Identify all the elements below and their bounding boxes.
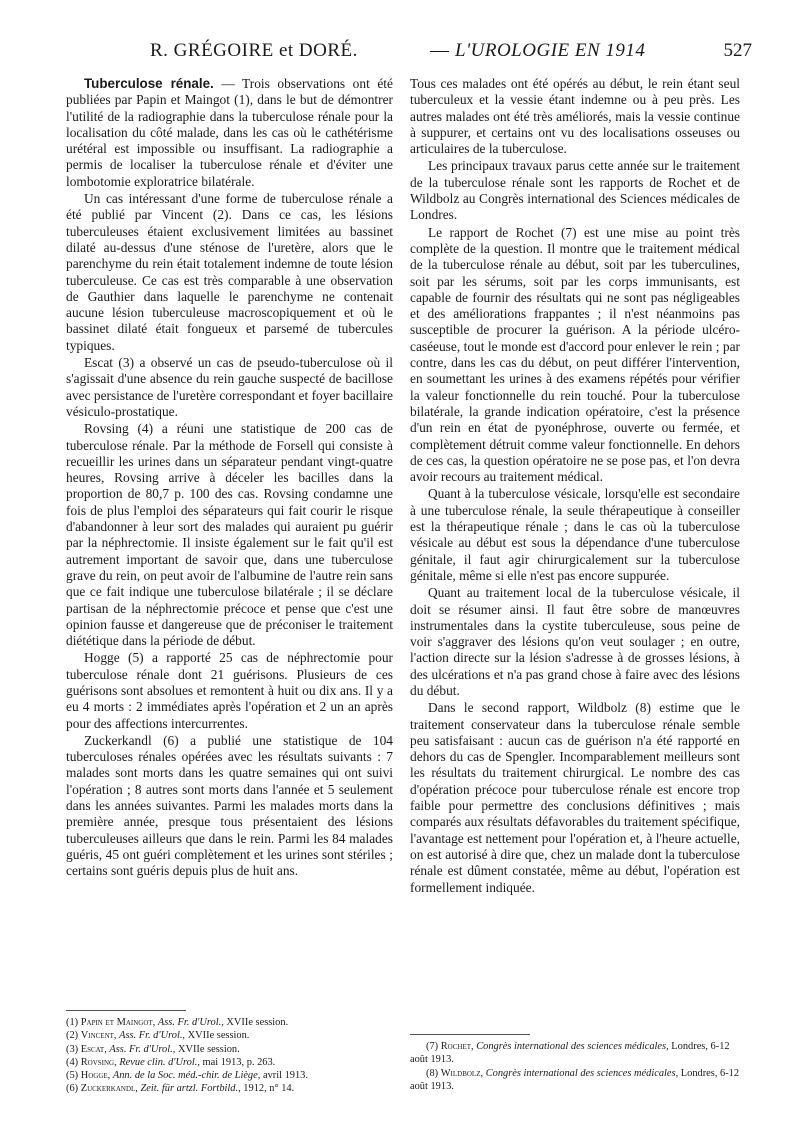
footnote-author: Rovsing, <box>80 1056 117 1068</box>
paragraph-rochet: Le rapport de Rochet (7) est une mise au point très complète de la question. Il montre que le traitement médical de la tuberculose rénale au début, soit par les tuberculines, soit par les sérums, soit par les corps immunisants, est capable de fournir des résultats qui ne sont pas négligeables et des améliorations frappantes ; il n'est néanmoins pas susceptible de procurer la guérison. A la période ulcéro-caséeuse, tout le monde est d'accord pour enlever le rein ; par contre, dans les cas du début, on peut différer l'intervention, en soumettant les urines à des examens répétés pour vérifier la valeur fonctionnelle du rein touché. Pour la tuberculose bilatérale, la grande indication opératoire, c'est la présence d'un rein en état de pyonéphrose, ouverte ou fermée, et complètement détruit comme valeur fonctionnelle. En dehors de ces cas, la question opératoire ne se pose pas, et l'on devra avoir recours au traitement médical. <box>410 224 740 485</box>
footnote-number: (2) <box>66 1030 79 1042</box>
footnote-detail: Londres, 6-12 août 1913. <box>410 1067 740 1092</box>
running-head-dash: — <box>430 40 449 61</box>
footnote-source: Ass. Fr. d'Urol., <box>157 1017 224 1028</box>
running-head-authors: R. GRÉGOIRE et DORÉ. <box>150 40 358 61</box>
footnote-detail: XVIIe session. <box>177 1043 240 1055</box>
footnote <box>66 1043 393 1056</box>
footnote-number: (7) <box>426 1041 439 1052</box>
footnote-source: Ass. Fr. d'Urol., <box>119 1030 186 1042</box>
footnote-author: Zuckerkandl, <box>80 1083 138 1095</box>
paragraph-papin-maingot <box>66 76 393 190</box>
footnote-number: (6) <box>66 1083 79 1095</box>
footnotes-left <box>66 1016 393 1096</box>
footnote-number: (8) <box>426 1067 439 1079</box>
footnote-author: Escat, <box>80 1043 107 1055</box>
footnote-source: Ann. de la Soc. méd.-chir. de Liège, <box>112 1070 261 1082</box>
left-column <box>66 76 393 881</box>
footnote-number: (1) <box>66 1017 79 1028</box>
footnote-rule-right <box>410 1034 530 1035</box>
footnote-source: Zeit. für artzl. Fortbild., <box>140 1083 241 1095</box>
page-number: 527 <box>723 40 752 61</box>
footnote-detail: 1912, n° 14. <box>243 1083 295 1095</box>
footnote-detail: Londres, 6-12 août 1913. <box>410 1041 730 1066</box>
footnote-number: (3) <box>66 1043 79 1055</box>
right-column <box>410 76 740 897</box>
footnote-author: Hogge, <box>80 1070 111 1082</box>
footnote-source: Congrès international des sciences médicales, <box>485 1067 679 1079</box>
footnote-detail: XVIIe session. <box>187 1030 250 1042</box>
footnote-author: Papin et Maingot, <box>80 1017 156 1028</box>
paragraph-continuation: Tous ces malades ont été opérés au début, le rein étant seul tuberculeux et la vessie étant indemne ou à peu près. Les autres malades ont été très améliorés, mais la vessie continue à suppurer, et certains ont vu des localisations osseuses ou articulaires de la tuberculose. <box>410 76 740 157</box>
footnote <box>66 1069 393 1082</box>
footnote-source: Ass. Fr. d'Urol., <box>109 1043 176 1055</box>
footnote-author: Vincent, <box>80 1030 117 1042</box>
paragraph-traitement-local: Quant au traitement local de la tuberculose vésicale, il doit se résumer ainsi. Il faut être sobre de manœuvres instrumentales dans la cystite tuberculeuse, sous peine de voir s'aggraver des lésions qu'on veut soulager ; en outre, l'action directe sur la lésion s'adresse à de grosses lésions, à des ulcérations et n'a pas grand chose à faire avec des lésions du début. <box>410 585 740 698</box>
section-title: Tuberculose rénale. <box>84 76 214 91</box>
paragraph-rovsing: Rovsing (4) a réuni une statistique de 200 cas de tuberculose rénale. Par la méthode de Forsell qui consiste à recueillir les urines dans un séparateur pendant vingt-quatre heures, Rovsing arrive à déceler les bacilles dans la proportion de 80,7 p. 100 des cas. Rovsing condamne une fois de plus l'emploi des séparateurs qui fait courir le risque d'abandonner à leur sort des malades qui auraient pu guérir par la néphrectomie. Il insiste également sur le fait qu'il est autrement important de savoir que, dans une tuberculose grave du rein, on peut avoir de l'albumine de l'autre rein sans que ce fait indique une tuberculose bilatérale ; il se déclare partisan de la néphrectomie précoce et pense que c'est une opinion fausse et dangereuse que de préconiser le traitement diététique dans la période de début. <box>66 421 393 649</box>
running-head-journal: L'UROLOGIE EN 1914 <box>455 40 646 61</box>
footnote-source: Revue clin. d'Urol., <box>119 1056 200 1068</box>
paragraph-text: — Trois observations ont été publiées par Papin et Maingot (1), dans le but de démontrer l'utilité de la radiographie dans la tuberculose rénale pour la localisation du côté malade, dans les cas où le cathétérisme urétéral est impossible ou insuffisant. La radiographie a permis de localiser la tuberculose rénale et d'éviter une lombotomie exploratrice bilatérale. <box>66 76 393 189</box>
footnote <box>410 1067 740 1094</box>
footnote <box>66 1029 393 1042</box>
footnote-detail: avril 1913. <box>262 1070 308 1082</box>
footnote <box>66 1056 393 1069</box>
footnotes-right <box>410 1040 740 1093</box>
running-head <box>0 40 800 70</box>
footnote <box>410 1040 740 1067</box>
paragraph-rapports: Les principaux travaux parus cette année sur le traitement de la tuberculose rénale sont les rapports de Rochet et de Wildbolz au Congrès international des Sciences médicales de Londres. <box>410 158 740 223</box>
footnote-rule-left <box>66 1010 186 1011</box>
footnote-source: Congrès international des sciences médicales, <box>476 1041 669 1052</box>
paragraph-vincent: Un cas intéressant d'une forme de tuberculose rénale a été publié par Vincent (2). Dans ce cas, les lésions tuberculeuses étaient exclusivement limitées au bassinet dilaté au-dessus d'une sténose de l'uretère, alors que le parenchyme du rein était totalement indemne de toute lésion tuberculeuse. Ce cas est très comparable à une observation de Gauthier dans laquelle le parenchyme ne contenait aucune lésion tuberculeuse macroscopiquement et où le bassinet dilaté était fongueux et parsemé de tubercules typiques. <box>66 191 393 353</box>
footnote-number: (4) <box>66 1056 79 1068</box>
footnote-detail: mai 1913, p. 263. <box>202 1056 276 1068</box>
paragraph-tuberculose-vesicale: Quant à la tuberculose vésicale, lorsqu'elle est secondaire à une tuberculose rénale, la seule thérapeutique à conseiller est la thérapeutique rénale ; dans le cas où la tuberculose vésicale au début est sous la dépendance d'une tuberculose génitale, il faut agir chirurgicalement sur la tuberculose génitale, même si elle n'est pas encore suppurée. <box>410 486 740 583</box>
paragraph-hogge: Hogge (5) a rapporté 25 cas de néphrectomie pour tuberculose rénale dont 21 guérisons. Plusieurs de ces guérisons sont absolues et remontent à huit ou dix ans. Il y a eu 4 morts : 2 immédiates après l'opération et 2 un an après pour des affections intercurrentes. <box>66 650 393 731</box>
footnote-author: Rochet, <box>440 1041 474 1052</box>
footnote-number: (5) <box>66 1070 79 1082</box>
footnote <box>66 1016 393 1029</box>
footnote-author: Wildbolz, <box>440 1067 484 1079</box>
paragraph-wildbolz: Dans le second rapport, Wildbolz (8) estime que le traitement conservateur dans la tuberculose rénale semble peu satisfaisant : aucun cas de guérison n'a été rapporté en dehors du cas de Spengler. Incomparablement meilleurs sont les résultats du traitement chirurgical. Le nombre des cas d'opération précoce pour tuberculose rénale est encore trop faible pour permettre des conclusions définitives ; mais comparés aux résultats défavorables du traitement spécifique, l'avantage est nettement pour l'opération et, à l'heure actuelle, on est autorisé à dire que, chez un malade dont la tuberculose rénale est dûment constatée, même au début, l'opération est formellement indiquée. <box>410 700 740 895</box>
footnote <box>66 1082 393 1095</box>
paragraph-escat: Escat (3) a observé un cas de pseudo-tuberculose où il s'agissait d'une absence du rein gauche suspecté de bacillose avec persistance de l'uretère correspondant et foyer bacillaire vésiculo-prostatique. <box>66 355 393 419</box>
footnote-detail: XVIIe session. <box>226 1017 289 1028</box>
paragraph-zuckerkandl: Zuckerkandl (6) a publié une statistique de 104 tuberculoses rénales opérées avec les résultats suivants : 7 malades sont morts dans les quatre semaines qui ont suivi l'opération ; 8 autres sont morts dans l'année et 5 seulement dans les années suivantes. Parmi les malades morts dans la première année, presque tous présentaient des lésions tuberculeuses ailleurs que dans le rein. Parmi les 84 malades guéris, 45 ont guéri complètement et les urines sont stériles ; certains sont guéris depuis plus de huit ans. <box>66 732 393 879</box>
